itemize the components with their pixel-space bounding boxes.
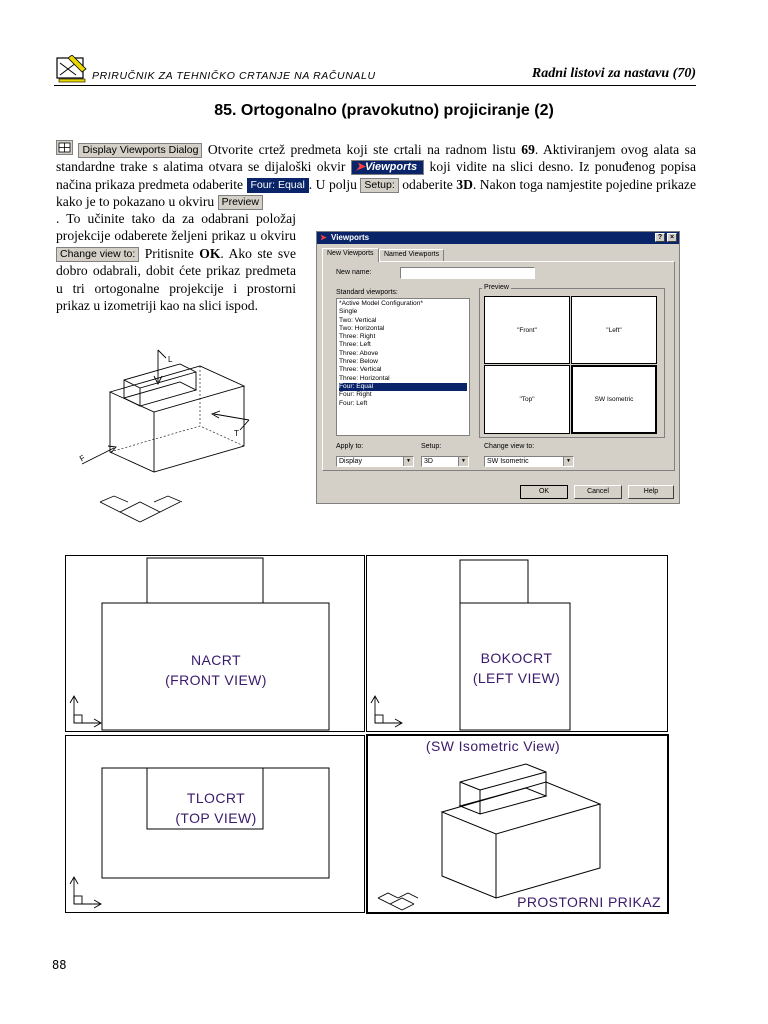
chevron-down-icon: ▼ <box>403 457 413 466</box>
apply-to-label: Apply to: <box>336 443 364 450</box>
tab-new-viewports[interactable]: New Viewports <box>322 248 379 262</box>
setup-chip: Setup: <box>360 178 398 193</box>
standard-viewport-item[interactable]: Four: Equal <box>339 383 467 391</box>
instruction-paragraph-continued: . To učinite tako da za odabrani položaj projekcije odaberete željeni prikaz u okviru Change view to: Pritisnite OK. Ako ste sve dobro odabrali, dobit ćete prikaz predmeta u tri ortogonalne projekcije i prostorni prikaz u izometriji kao na slici ispod. <box>56 211 297 314</box>
isometric-view-label: PROSTORNI PRIKAZ <box>517 894 661 910</box>
help-button[interactable]: Help <box>628 485 674 499</box>
left-view-panel[interactable] <box>366 555 668 732</box>
front-view-sublabel: (FRONT VIEW) <box>165 672 267 688</box>
isometric-view-panel[interactable] <box>366 734 669 914</box>
front-view-label: NACRT <box>191 652 241 668</box>
dialog-close-button[interactable]: × <box>667 233 677 242</box>
dialog-app-icon: ➤ <box>320 233 327 242</box>
change-view-label: Change view to: <box>484 443 535 450</box>
change-view-chip: Change view to: <box>56 247 139 262</box>
page-number: 88 <box>52 958 67 972</box>
ucs-iso-icon <box>378 893 418 910</box>
standard-viewport-item[interactable]: Three: Right <box>339 333 376 341</box>
display-viewports-toolbar-icon[interactable] <box>56 140 73 155</box>
standard-viewport-item[interactable]: Three: Vertical <box>339 366 382 374</box>
instruction-paragraph: Display Viewports Dialog Otvorite crtež predmeta koji ste crtali na radnom listu 69. Aktiviranjem ovog alata sa standardne trake s alatima otvara se dijaloški okvir ➤Viewports koji vidite na slici desno. Iz ponuđenog popisa načina prikaza predmeta odaberite Four: Equal . U polju Setup: odaberite 3D. Nakon toga namjestite pojedine prikaze kako je to pokazano u okviru Preview <box>56 142 696 210</box>
standard-viewport-item[interactable]: Four: Left <box>339 399 368 407</box>
ok-button[interactable]: OK <box>520 485 568 499</box>
standard-viewport-item[interactable]: Three: Above <box>339 349 379 357</box>
chevron-down-icon: ▼ <box>458 457 468 466</box>
left-view-drawing <box>367 556 669 733</box>
isometric-view-drawing <box>368 736 668 912</box>
change-view-select[interactable]: SW Isometric ▼ <box>484 456 574 467</box>
sketch-top-arrow-label: T <box>234 429 239 438</box>
viewports-dialog-chip: ➤Viewports <box>351 160 424 175</box>
new-name-input[interactable] <box>400 267 535 279</box>
ucs-iso-icon <box>100 496 182 522</box>
standard-viewport-item[interactable]: Three: Horizontal <box>339 374 390 382</box>
front-view-drawing <box>66 556 366 733</box>
preview-cell-left[interactable]: "Left" <box>571 296 657 364</box>
header-worksheet-title: Radni listovi za nastavu (70) <box>531 66 696 81</box>
sketch-left-arrow-label: L <box>168 355 173 364</box>
chevron-down-icon: ▼ <box>563 457 573 466</box>
top-view-sublabel: (TOP VIEW) <box>175 810 257 826</box>
standard-viewport-item[interactable]: Two: Vertical <box>339 316 377 324</box>
standard-viewport-item[interactable]: *Active Model Configuration* <box>339 300 423 307</box>
setup-select[interactable]: 3D ▼ <box>421 456 469 467</box>
standard-viewport-item[interactable]: Two: Horizontal <box>339 324 385 332</box>
preview-label: Preview <box>484 284 509 291</box>
standard-viewport-item[interactable]: Single <box>339 308 358 316</box>
page-title: 85. Ortogonalno (pravokutno) projiciranje (2) <box>214 102 554 119</box>
new-name-label: New name: <box>336 269 372 276</box>
viewports-dialog <box>316 231 680 504</box>
header-rule <box>54 85 696 86</box>
preview-cell-top[interactable]: "Top" <box>484 365 570 434</box>
ucs-icon <box>70 877 101 908</box>
standard-viewports-label: Standard viewports: <box>336 289 398 296</box>
preview-cell-sw-isometric[interactable]: SW Isometric <box>571 365 657 434</box>
dialog-title-bar: ➤ Viewports ? × <box>317 232 679 244</box>
ucs-icon <box>70 696 101 727</box>
four-equal-chip: Four: Equal <box>247 178 309 193</box>
cancel-button[interactable]: Cancel <box>574 485 622 499</box>
standard-viewport-item[interactable]: Three: Left <box>339 341 371 349</box>
ucs-icon <box>371 696 402 727</box>
preview-cell-front[interactable]: "Front" <box>484 296 570 364</box>
sketch-front-arrow-label: F <box>78 453 87 464</box>
top-view-panel[interactable] <box>65 735 365 913</box>
tab-named-viewports[interactable]: Named Viewports <box>379 249 444 261</box>
front-view-panel[interactable] <box>65 555 365 732</box>
left-view-label: BOKOCRT <box>480 650 553 666</box>
header-manual-title: PRIRUČNIK ZA TEHNIČKO CRTANJE NA RAČUNALU <box>92 70 376 82</box>
isometric-view-title: (SW Isometric View) <box>425 738 561 754</box>
dialog-help-button[interactable]: ? <box>655 233 665 242</box>
standard-viewport-item[interactable]: Three: Below <box>339 358 378 366</box>
top-view-label: TLOCRT <box>186 790 246 806</box>
setup-label: Setup: <box>421 443 442 450</box>
manual-logo-icon <box>56 55 90 83</box>
preview-chip: Preview <box>218 195 263 210</box>
viewports-logo-icon: ➤ <box>355 161 366 174</box>
left-view-sublabel: (LEFT VIEW) <box>472 670 561 686</box>
standard-viewports-list[interactable] <box>336 298 470 436</box>
display-viewports-dialog-chip[interactable]: Display Viewports Dialog <box>78 143 202 158</box>
isometric-sketch <box>74 340 304 540</box>
standard-viewport-item[interactable]: Four: Right <box>339 391 372 399</box>
apply-to-select[interactable]: Display ▼ <box>336 456 414 467</box>
